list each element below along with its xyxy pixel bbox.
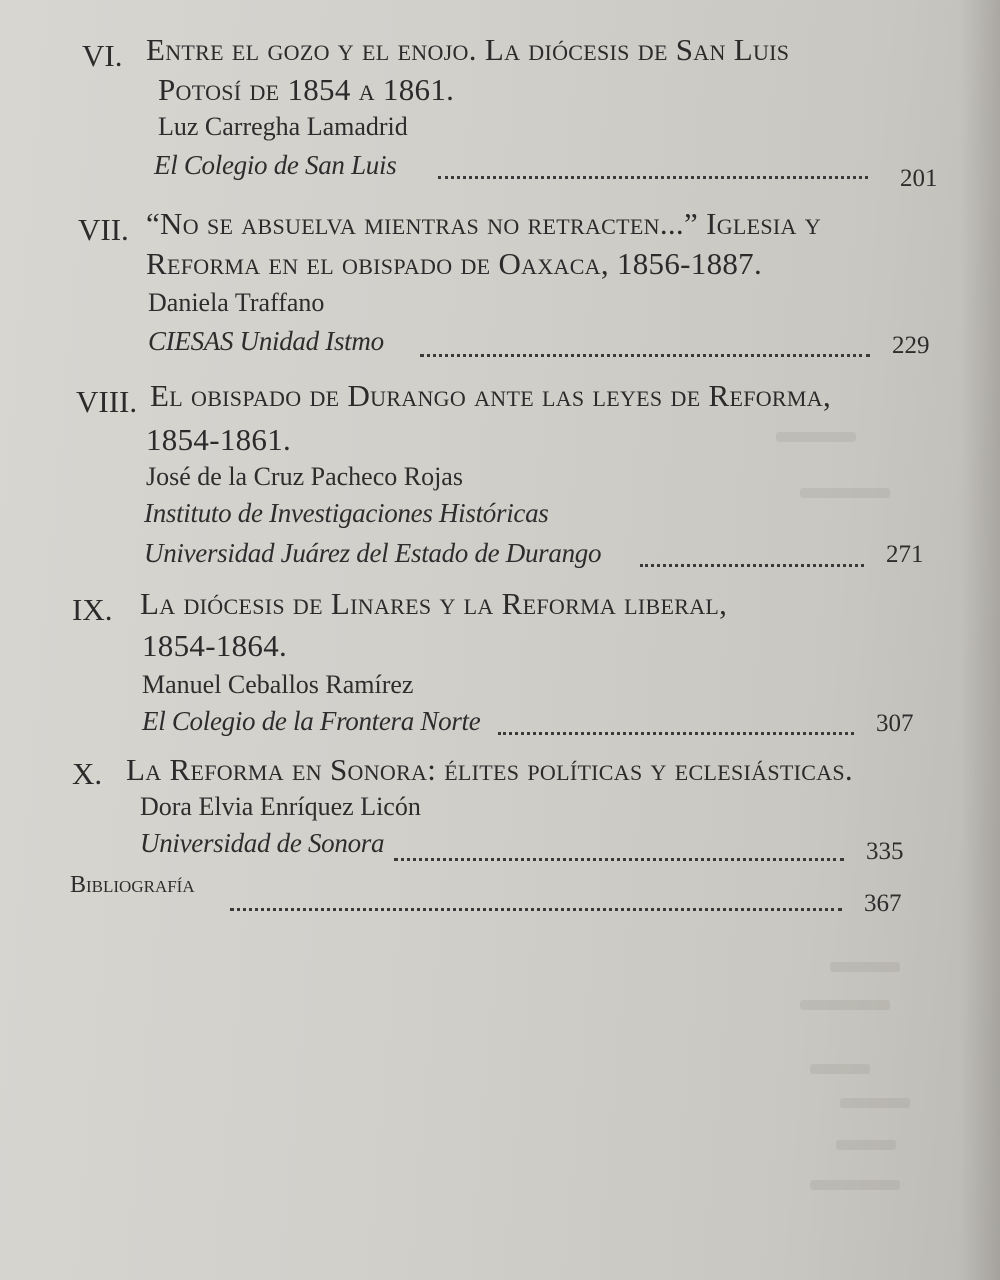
show-through-mark xyxy=(800,1000,890,1010)
chapter-institution: El Colegio de la Frontera Norte xyxy=(142,706,481,736)
chapter-author: Luz Carregha Lamadrid xyxy=(158,112,408,141)
leader-dots xyxy=(640,544,864,567)
leader-dots xyxy=(438,156,868,179)
leader-dots xyxy=(230,888,842,911)
chapter-number: VIII. xyxy=(76,384,138,419)
show-through-mark xyxy=(836,1140,896,1150)
leader-dots xyxy=(394,838,844,861)
leader-dots xyxy=(420,334,870,357)
chapter-institution: El Colegio de San Luis xyxy=(154,150,397,180)
page-number: 271 xyxy=(886,541,924,568)
chapter-author: José de la Cruz Pacheco Rojas xyxy=(146,462,463,491)
chapter-number: VI. xyxy=(82,38,123,73)
chapter-title-line: El obispado de Durango ante las leyes de Reforma, xyxy=(150,378,831,413)
chapter-number: VII. xyxy=(78,212,129,247)
chapter-author: Manuel Ceballos Ramírez xyxy=(142,670,414,699)
leader-dots xyxy=(498,712,854,735)
show-through-mark xyxy=(840,1098,910,1108)
show-through-mark xyxy=(800,488,890,498)
chapter-title-line: Reforma en el obispado de Oaxaca, 1856-1887. xyxy=(146,246,763,281)
chapter-institution: CIESAS Unidad Istmo xyxy=(148,326,384,356)
chapter-title-line: “No se absuelva mientras no retracten...” Iglesia y xyxy=(146,206,821,241)
show-through-mark xyxy=(776,432,856,442)
chapter-title-line: Entre el gozo y el enojo. La diócesis de San Luis xyxy=(146,32,790,67)
page-number: 335 xyxy=(866,838,904,865)
chapter-number: IX. xyxy=(72,592,113,627)
page-number: 229 xyxy=(892,332,930,359)
chapter-author: Daniela Traffano xyxy=(148,288,325,317)
chapter-title-line: 1854-1864. xyxy=(142,628,288,663)
chapter-institution: Universidad Juárez del Estado de Durango xyxy=(144,538,602,568)
show-through-mark xyxy=(810,1064,870,1074)
show-through-mark xyxy=(830,962,900,972)
show-through-mark xyxy=(810,1180,900,1190)
page-number: 367 xyxy=(864,890,902,917)
chapter-title-line: 1854-1861. xyxy=(146,422,292,457)
chapter-author: Dora Elvia Enríquez Licón xyxy=(140,792,421,821)
page-number: 201 xyxy=(900,165,938,192)
page-edge-shadow xyxy=(960,0,1000,1280)
bibliography-label: Bibliografía xyxy=(70,872,195,898)
chapter-title-line: La diócesis de Linares y la Reforma liberal, xyxy=(140,586,728,621)
chapter-institution: Instituto de Investigaciones Históricas xyxy=(144,498,549,528)
chapter-title-line: Potosí de 1854 a 1861. xyxy=(158,72,455,107)
chapter-title-line: La Reforma en Sonora: élites políticas y eclesiásticas. xyxy=(126,752,853,787)
page-number: 307 xyxy=(876,710,914,737)
chapter-institution: Universidad de Sonora xyxy=(140,828,385,858)
chapter-number: X. xyxy=(72,756,103,791)
